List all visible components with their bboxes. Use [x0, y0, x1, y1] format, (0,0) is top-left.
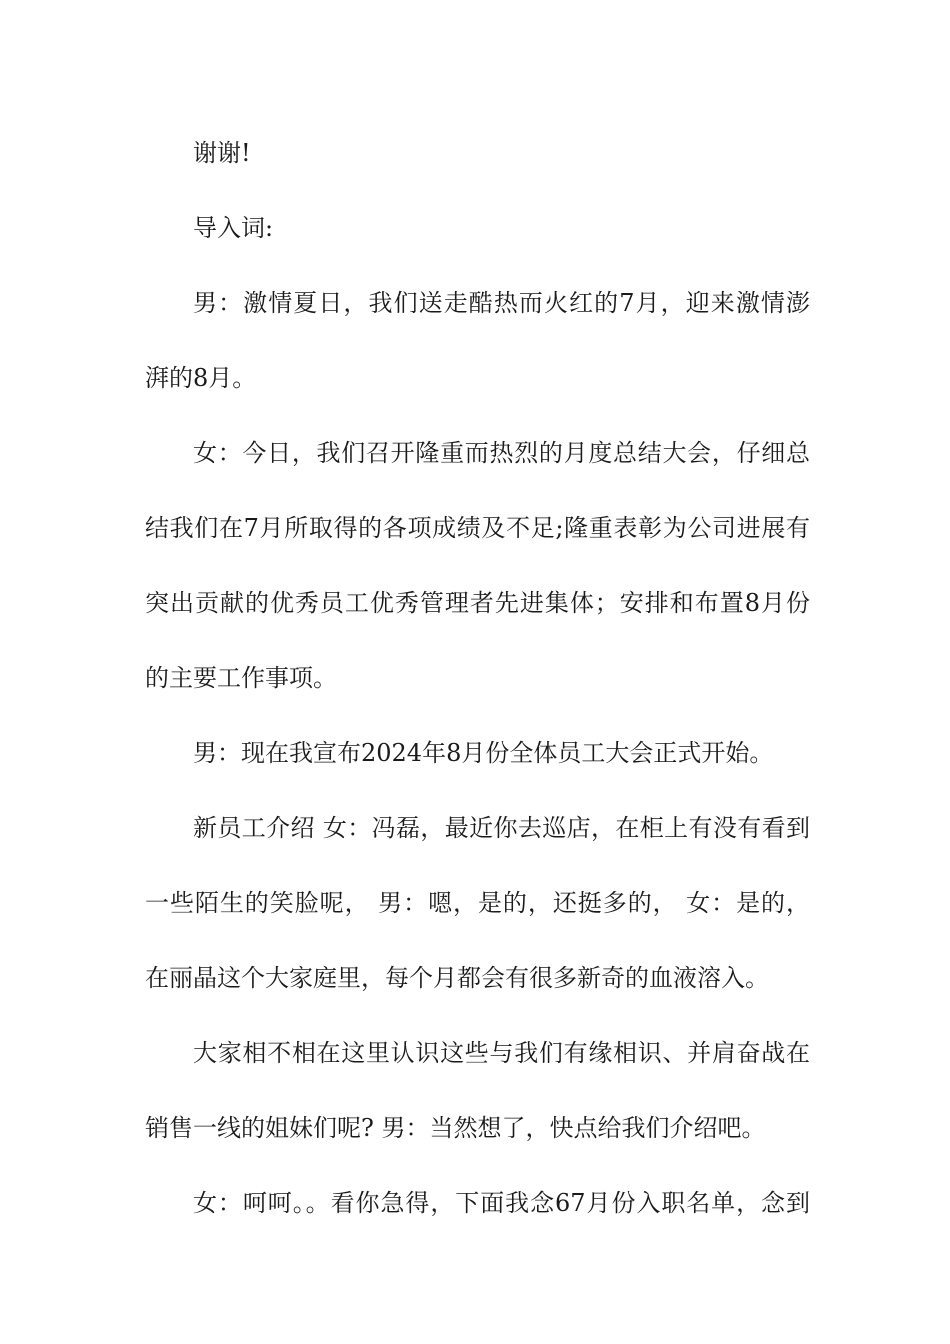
text-line-intro-heading: 导入词: — [193, 214, 274, 242]
text-line-thanks: 谢谢! — [193, 139, 251, 167]
text-line: 突出贡献的优秀员工优秀管理者先进集体；安排和布置8月份 — [145, 589, 810, 617]
text-line: 销售一线的姐妹们呢? 男：当然想了，快点给我们介绍吧。 — [145, 1114, 766, 1142]
text-line: 女：呵呵。。看你急得，下面我念67月份入职名单，念到 — [193, 1189, 810, 1217]
text-line: 新员工介绍 女：冯磊，最近你去巡店，在柜上有没有看到 — [193, 814, 810, 842]
text-line: 湃的8月。 — [145, 364, 257, 392]
text-line: 在丽晶这个大家庭里，每个月都会有很多新奇的血液溶入。 — [145, 964, 769, 992]
text-line: 男：激情夏日，我们送走酷热而火红的7月，迎来激情澎 — [193, 289, 810, 317]
text-line: 结我们在7月所取得的各项成绩及不足;隆重表彰为公司进展有 — [145, 514, 810, 542]
text-line: 大家相不相在这里认识这些与我们有缘相识、并肩奋战在 — [193, 1039, 810, 1067]
text-line: 男：现在我宣布2024年8月份全体员工大会正式开始。 — [193, 739, 774, 767]
text-line: 的主要工作事项。 — [145, 664, 337, 692]
text-line: 女：今日，我们召开隆重而热烈的月度总结大会，仔细总 — [193, 439, 810, 467]
text-line: 一些陌生的笑脸呢， 男：嗯，是的，还挺多的， 女：是的， — [145, 889, 810, 917]
